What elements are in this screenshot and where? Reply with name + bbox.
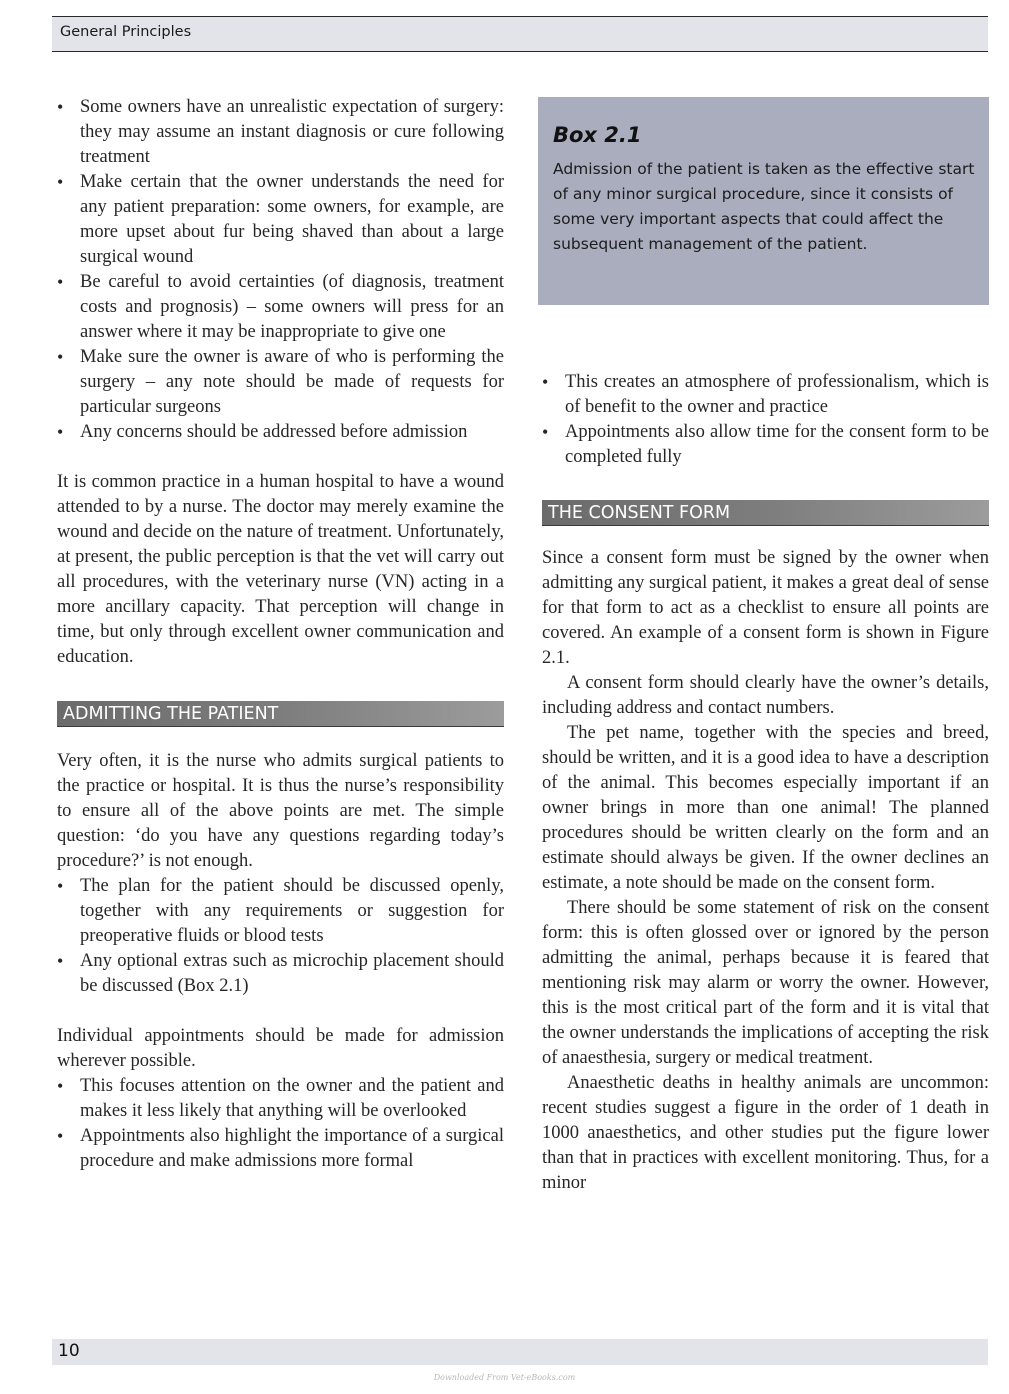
box-title: Box 2.1 (553, 123, 642, 147)
list-item: • This creates an atmosphere of professionalism, which is of benefit to the owner and practice (542, 370, 989, 420)
running-header (52, 16, 988, 52)
left-column (57, 95, 504, 1174)
paragraph-consent-3: The pet name, together with the species and breed, should be written, and it is a good idea to have a description of the animal. This becomes especially important if an owner brings in more than one animal! The planned procedures should be written clearly on the form and an estimate should always be given. If the owner declines an estimate, a note should be made on the consent form. (542, 723, 989, 893)
list-item: • The plan for the patient should be discussed openly, together with any requirements or suggestion for preoperative fluids or blood tests (57, 874, 504, 949)
right-column (542, 370, 989, 1196)
paragraph-human-hospital: It is common practice in a human hospital to have a wound attended to by a nurse. The doctor may merely examine the wound and decide on the nature of treatment. Unfortunately, at present, the public perception is that the vet will carry out all procedures, with the veterinary nurse (VN) acting in a more ancillary capacity. That perception will change in time, but only through excellent owner communication and education. (57, 472, 504, 667)
list-item: • Make certain that the owner understands the need for any patient preparation: some owners, for example, are more upset about fur being shaved than about a large surgical wound (57, 170, 504, 270)
list-item: • Any optional extras such as microchip placement should be discussed (Box 2.1) (57, 949, 504, 999)
list-item: • Appointments also allow time for the consent form to be completed fully (542, 420, 989, 470)
paragraph-nurse-admits: Very often, it is the nurse who admits surgical patients to the practice or hospital. It is thus the nurse’s responsibility to ensure all of the above points are met. The simple question: ‘do you have any questions regarding today’s procedure?’ is not enough. (57, 751, 504, 871)
list-item: • Some owners have an unrealistic expectation of surgery: they may assume an instant diagnosis or cure following treatment (57, 95, 504, 170)
paragraph-consent-2: A consent form should clearly have the owner’s details, including address and contact numbers. (542, 673, 989, 718)
bullet-list-professionalism (542, 370, 989, 470)
paragraph-individual-appointments: Individual appointments should be made for admission wherever possible. (57, 1026, 504, 1071)
box-2-1 (538, 97, 989, 305)
running-header-title: General Principles (60, 24, 192, 40)
paragraph-consent-5: Anaesthetic deaths in healthy animals are uncommon: recent studies suggest a figure in the order of 1 death in 1000 anaesthetics, and other studies put the figure lower than that in practices with excellent monitoring. Thus, for a minor (542, 1073, 989, 1193)
list-item: • This focuses attention on the owner and the patient and makes it less likely that anything will be overlooked (57, 1074, 504, 1124)
page-footer (52, 1339, 988, 1365)
download-watermark: Downloaded From Vet-eBooks.com (433, 1373, 576, 1382)
bullet-list-appointments (57, 1074, 504, 1174)
bullet-list-plan (57, 874, 504, 999)
paragraph-consent-4: There should be some statement of risk on the consent form: this is often glossed over or ignored by the person admitting the animal, perhaps because it is feared that mentioning risk may alarm or worry the owner. However, this is the most critical part of the form and it is vital that the owner understands the implications of accepting the risk of anaesthesia, surgery or medical treatment. (542, 898, 989, 1068)
paragraph-consent-1: Since a consent form must be signed by the owner when admitting any surgical patient, it makes a great deal of sense for that form to act as a checklist to ensure all points are covered. An example of a consent form is shown in Figure 2.1. (542, 548, 989, 668)
list-item: • Appointments also highlight the importance of a surgical procedure and make admissions more formal (57, 1124, 504, 1174)
bullet-list-expectations (57, 95, 504, 445)
section-heading-consent: THE CONSENT FORM (542, 500, 989, 526)
section-heading-admitting: ADMITTING THE PATIENT (57, 701, 504, 727)
box-text: Admission of the patient is taken as the effective start of any minor surgical procedure, since it consists of some very important aspects that could affect the subsequent management of the patient. (553, 160, 975, 253)
list-item: • Any concerns should be addressed before admission (57, 420, 504, 445)
page-number: 10 (58, 1341, 80, 1361)
list-item: • Be careful to avoid certainties (of diagnosis, treatment costs and prognosis) – some owners will press for an answer where it may be inappropriate to give one (57, 270, 504, 345)
list-item: • Make sure the owner is aware of who is performing the surgery – any note should be made of requests for particular surgeons (57, 345, 504, 420)
